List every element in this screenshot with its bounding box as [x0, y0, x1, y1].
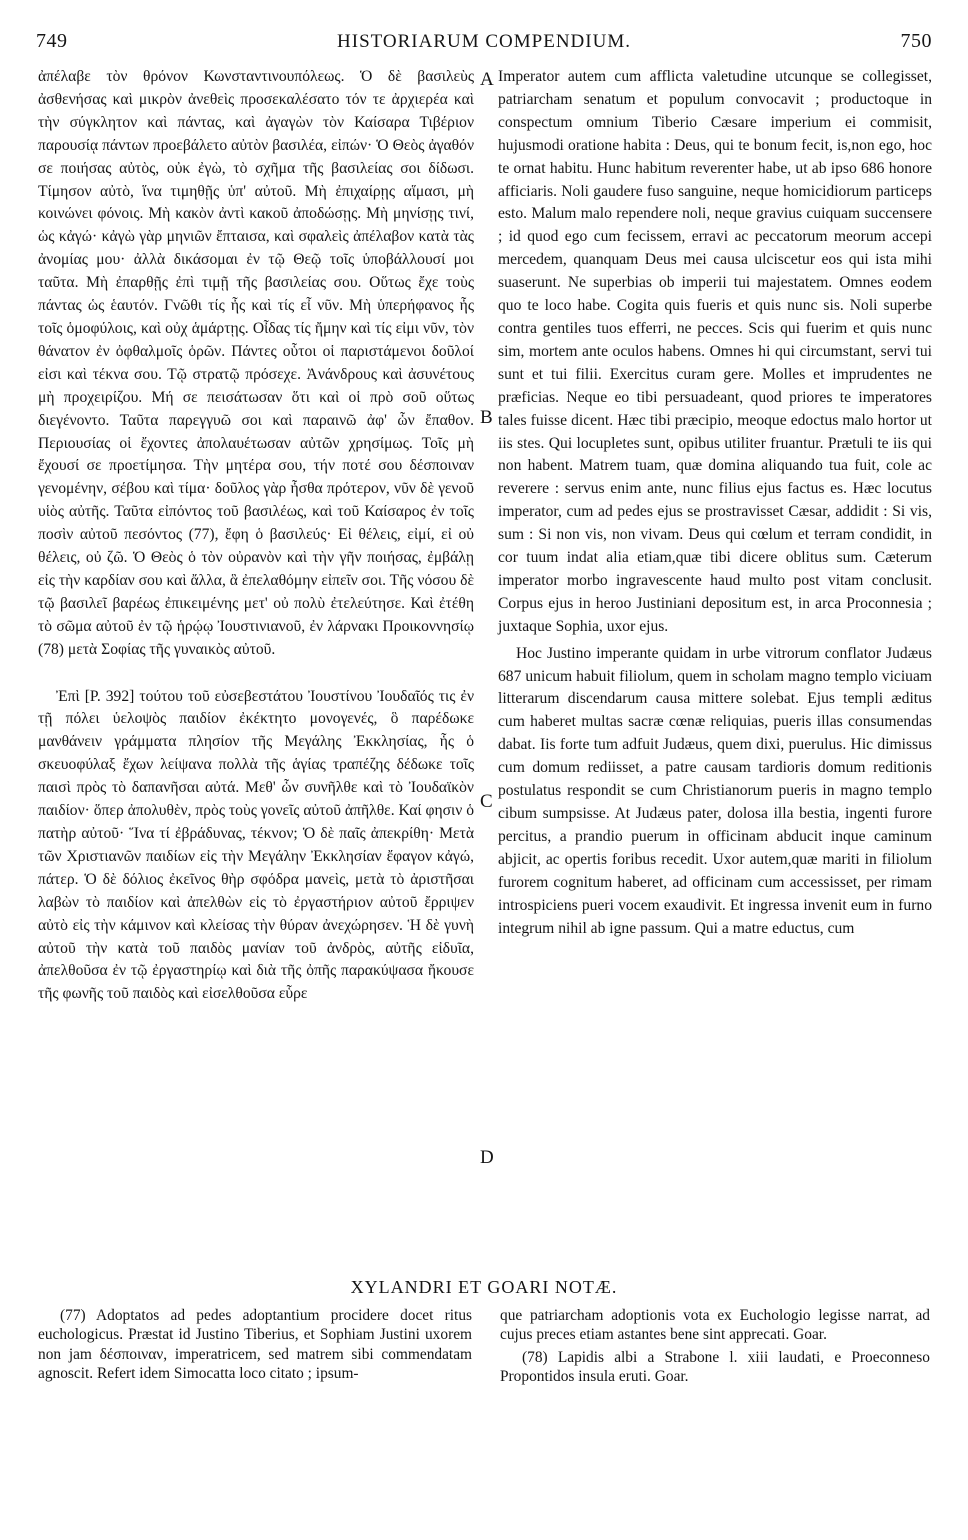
- page-number-right: 750: [900, 30, 932, 52]
- margin-letter-d: D: [480, 1147, 494, 1168]
- greek-text-column: [38, 66, 474, 1006]
- notes-left-column: [38, 1306, 472, 1383]
- margin-letter-b: B: [480, 407, 493, 428]
- latin-paragraph: Imperator autem cum afflicta valetudine utcunque se collegisset, patriarcham senatum et populum convocavit ; productoque in conspectum omnium Tiberio Cæsare imperium ei commisit, hujusmodi oratione habita : Deus, qui te bonum fecit, is,non ego, hoc te ornat habitu. Hunc habitum reverenter habe, ut ab ipso 686 honore afficiaris. Noli gaudere fuso sanguine, neque homicidiorum particeps esto. Malum malo rependere noli, neque gravius cuiquam succensere ; id quod ego cum fecissem, erravi ac peccatorum meorum accepi mercedem, quanquam Deus mei causa ulciscetur eos qui ista mihi suaserunt. Ne superbias ob imperii tui majestatem. Omnes eodem quo te loco habe. Cogita quis fueris et quis nunc sis. Noli superbe contra gentiles tuos efferri, ne pecces. Scis qui fuerim et quis nunc sim, mortem ante oculos habens. Omnes hi qui circumstant, servi tui sunt et tui filii. Exercitus curam gere. Molles et imprudentes ne præficias. Neque eo tibi persuadeant, quod priores te imperatores tales fuisse dicent. Hæc tibi præcipio, meoque edoctus malo hortor ut iis stes. Qui locupletes sunt, opibus utiliter fruantur. Prætuli te iis qui non habent. Matrem tuam, quæ domina aliquando tua fuit, cole ac reverere : servus enim ante, nunc filius ejus factus es. Hæc locutus imperator, cum ad pedes ejus se prostravisset Cæsar, addidit : Si vis, sum : Si non vis, non vivam. Deus qui cœlum et terram condidit, in cor tuum indat alia etiam,quæ tibi dicere oblitus sum. Cæterum imperator morbo ingravescente haud multo post vitam conclusit. Corpus ejus in heroo Justiniani depositum est, in arca Proconnesia ; juxtaque Sophia, uxor ejus.: [498, 68, 932, 635]
- page-number-left: 749: [36, 30, 68, 52]
- notes-right-column: [500, 1306, 930, 1386]
- footnote: (78) Lapidis albi a Strabone l. xiii laudati, e Proeconneso Propontidos insula eruti. Goar.: [500, 1348, 930, 1385]
- latin-text-column: [498, 66, 932, 940]
- margin-letter-a: A: [480, 69, 494, 90]
- greek-paragraph: ἀπέλαβε τὸν θρόνον Κωνσταντινουπόλεως. Ὁ δὲ βασιλεὺς ἀσθενήσας καὶ μικρὸν ἀνεθεὶς προσεκαλέσατο τόν τε ἀρχιερέα καὶ τὴν σύγκλητον καὶ πάντας, καὶ ἀγαγὼν τὸν Καίσαρα Τιβέριον παρουσίᾳ πάντων προεβάλετο αὐτὸν βασιλέα, εἰπών· Ὁ Θεὸς ἀγαθόν σε ποιήσας αὐτὸς, οὐκ ἐγὼ, τὸ σχῆμα τῆς βασιλείας σοι δίδωσι. Τίμησον αὐτὸ, ἵνα τιμηθῇς ὑπ' αὐτοῦ. Μὴ ἐπιχαίρῃς αἵμασι, μὴ κοινώνει φόνοις. Μὴ κακὸν ἀντὶ κακοῦ ἀποδώσῃς. Μὴ μηνίσῃς τινί, ὡς κἀγώ· κἀγὼ γὰρ μηνιῶν ἔπταισα, καὶ σφαλεὶς ἀπέλαβον κατὰ τὰς ἀνομίας μου· ἀλλὰ δικάσομαι ἐν τῷ Θεῷ τοῖς ὑποβάλλουσί μοι ταῦτα. Μὴ ἐπαρθῇς ἐπὶ τιμῇ τῆς βασιλείας σου. Οὕτως ἔχε τοὺς πάντας ὡς ἑαυτόν. Γνῶθι τίς ἦς καὶ τίς εἶ νῦν. Μὴ ὑπερήφανος ἦς τοῖς ὁμοφύλοις, καὶ οὐχ ἁμάρτῃς. Οἶδας τίς ἤμην καὶ τίς εἰμι νῦν, τὸν θάνατον ἐν ὀφθαλμοῖς ὁρῶν. Πάντες οὗτοι οἱ παριστάμενοι δοῦλοί εἰσι καὶ τέκνα σου. Τῷ στρατῷ πρόσεχε. Ἀνάνδρους καὶ ἀσυνέτους μὴ προχειρίζου. Μή σε πεισάτωσαν ὅτι καὶ οἱ πρὸ σοῦ οὕτως διεγένοντο. Ταῦτα παρεγγυῶ σοι καὶ παραινῶ ἀφ' ὧν ἔπαθον. Περιουσίας οἱ ἔχοντες ἀπολαυέτωσαν αὐτῶν χρησίμως. Τοῖς μὴ ἔχουσί σε προετίμησα. Τὴν μητέρα σου, τήν ποτέ σου δέσποιναν γενομένην, σέβου καὶ τίμα· δοῦλος γὰρ ἦσθα πρότερον, νῦν δὲ γενοῦ υἱὸς αὐτῆς. Ταῦτα εἰπόντος τοῦ βασιλέως, καὶ τοῦ Καίσαρος ἐν τοῖς ποσὶν αὐτοῦ πεσόντος (77), ἔφη ὁ βασιλεύς· Εἰ θέλεις, εἰμί, εἰ οὐ θέλεις, οὐ ζῶ. Ὁ Θεὸς ὁ τὸν οὐρανὸν καὶ τὴν γῆν ποιήσας, ἐμβάλῃ εἰς τὴν καρδίαν σου καὶ ἄλλα, ἃ ἐπελαθόμην εἰπεῖν σοι. Τῆς νόσου δὲ τῷ βασιλεῖ βαρέως ἐπικειμένης μετ' οὐ πολὺ ἐτελεύτησε. Καὶ ἐτέθη τὸ σῶμα αὐτοῦ ἐν τῷ ἡρῴῳ Ἰουστινιανοῦ, ἐν λάρνακι Προικοννησίῳ (78) μετὰ Σοφίας τῆς γυναικὸς αὐτοῦ.: [38, 68, 474, 658]
- notes-heading: XYLANDRI ET GOARI NOTÆ.: [350, 1277, 618, 1297]
- greek-paragraph: Ἐπὶ [P. 392] τούτου τοῦ εὐσεβεστάτου Ἰουστίνου Ἰουδαῖός τις ἐν τῇ πόλει ὑελοψὸς παιδίον ἐκέκτητο μονογενές, ὃ παρέδωκε μανθάνειν γράμματα πλησίον τῆς Μεγάλης Ἐκκλησίας, ἧς ὁ σκευοφύλαξ ἔχων λείψανα πολλὰ τῆς ἁγίας τραπέζης δέδωκε τοῖς παισὶ πρὸς τὸ δαπανῆσαι αὐτά. Μεθ' ὧν συνῆλθε καὶ τὸ Ἰουδαϊκὸν παιδίον· ὅπερ ἀπολυθὲν, πρὸς τοὺς γονεῖς αὐτοῦ ἀπῆλθε. Καί φησιν ὁ πατὴρ αὐτοῦ· Ἵνα τί ἐβράδυνας, τέκνον; Ὁ δὲ παῖς ἀπεκρίθη· Μετὰ τῶν Χριστιανῶν παιδίων εἰς τὴν Μεγάλην Ἐκκλησίαν ἔφαγον κἀγώ, πάτερ. Ὁ δὲ δόλιος ἐκεῖνος θὴρ σφόδρα μανεὶς, μετὰ τὸ ἀριστῆσαι λαβὼν τὸ παιδίον καὶ ἀπελθὼν εἰς τὸ ἐργαστήριον αὐτοῦ ἔρριψεν αὐτὸ εἰς τὴν κάμινον καὶ κλείσας τὴν θύραν ἀνεχώρησεν. Ἡ δὲ γυνὴ αὐτοῦ τὴν κατὰ τοῦ παιδὸς μανίαν τοῦ ἀνδρὸς, αὐτῆς εἰδυῖα, ἀπελθοῦσα ἐν τῷ ἐργαστηρίῳ καὶ διὰ τῆς ὀπῆς παρακύψασα ἤκουσε τῆς φωνῆς τοῦ παιδὸς καὶ εἰσελθοῦσα εὗρε: [38, 687, 474, 1003]
- margin-letter-c: C: [480, 791, 493, 812]
- latin-paragraph: Hoc Justino imperante quidam in urbe vitrorum conflator Judæus 687 unicum habuit filiolum, quem in scholam magno templo viciuam litterarum discendarum causa mittere solebat. Ejus templi æditus cum haberet multas sacræ cœnæ reliquias, pueris illas consumendas dabat. Iis forte tum adfuit Judæus, quem dixi, puerulus. Hic dimissus cum domum rediisset, a patre causam tardioris domum reditionis postulatus respondit se cum Christianorum pueris in magno templo cibum sumpsisse. At Judæus pater, dolosa illa bestia, ingenti furore percitus, a prandio puerum in officinam abducit inque caminum abjicit, ac opertis foribus recedit. Uxor autem,quæ mariti in filiolum furorem cognitum haberet, ad officinam cum accessisset, per rimam introspiciens pueri vocem exaudivit. Et ingressa invenit eum in furno integrum nihil ab igne passum. Qui a matre eductus, cum: [498, 644, 932, 937]
- running-header: [36, 30, 932, 58]
- footnote-continuation: que patriarcham adoptionis vota ex Euchologio legisse narrat, ad cujus preces etiam astantes bene sint apprecati. Goar.: [500, 1307, 930, 1344]
- footnote: (77) Adoptatos ad pedes adoptantium procidere docet ritus euchologicus. Præstat id Justino Tiberius, et Sophiam Justini uxorem non jam δέσποιναν, imperatricem, sed matrem sibi commendatam agnoscit. Refert idem Simocatta loco citato ; ipsum-: [38, 1307, 472, 1382]
- running-title: HISTORIARUM COMPENDIUM.: [337, 31, 631, 52]
